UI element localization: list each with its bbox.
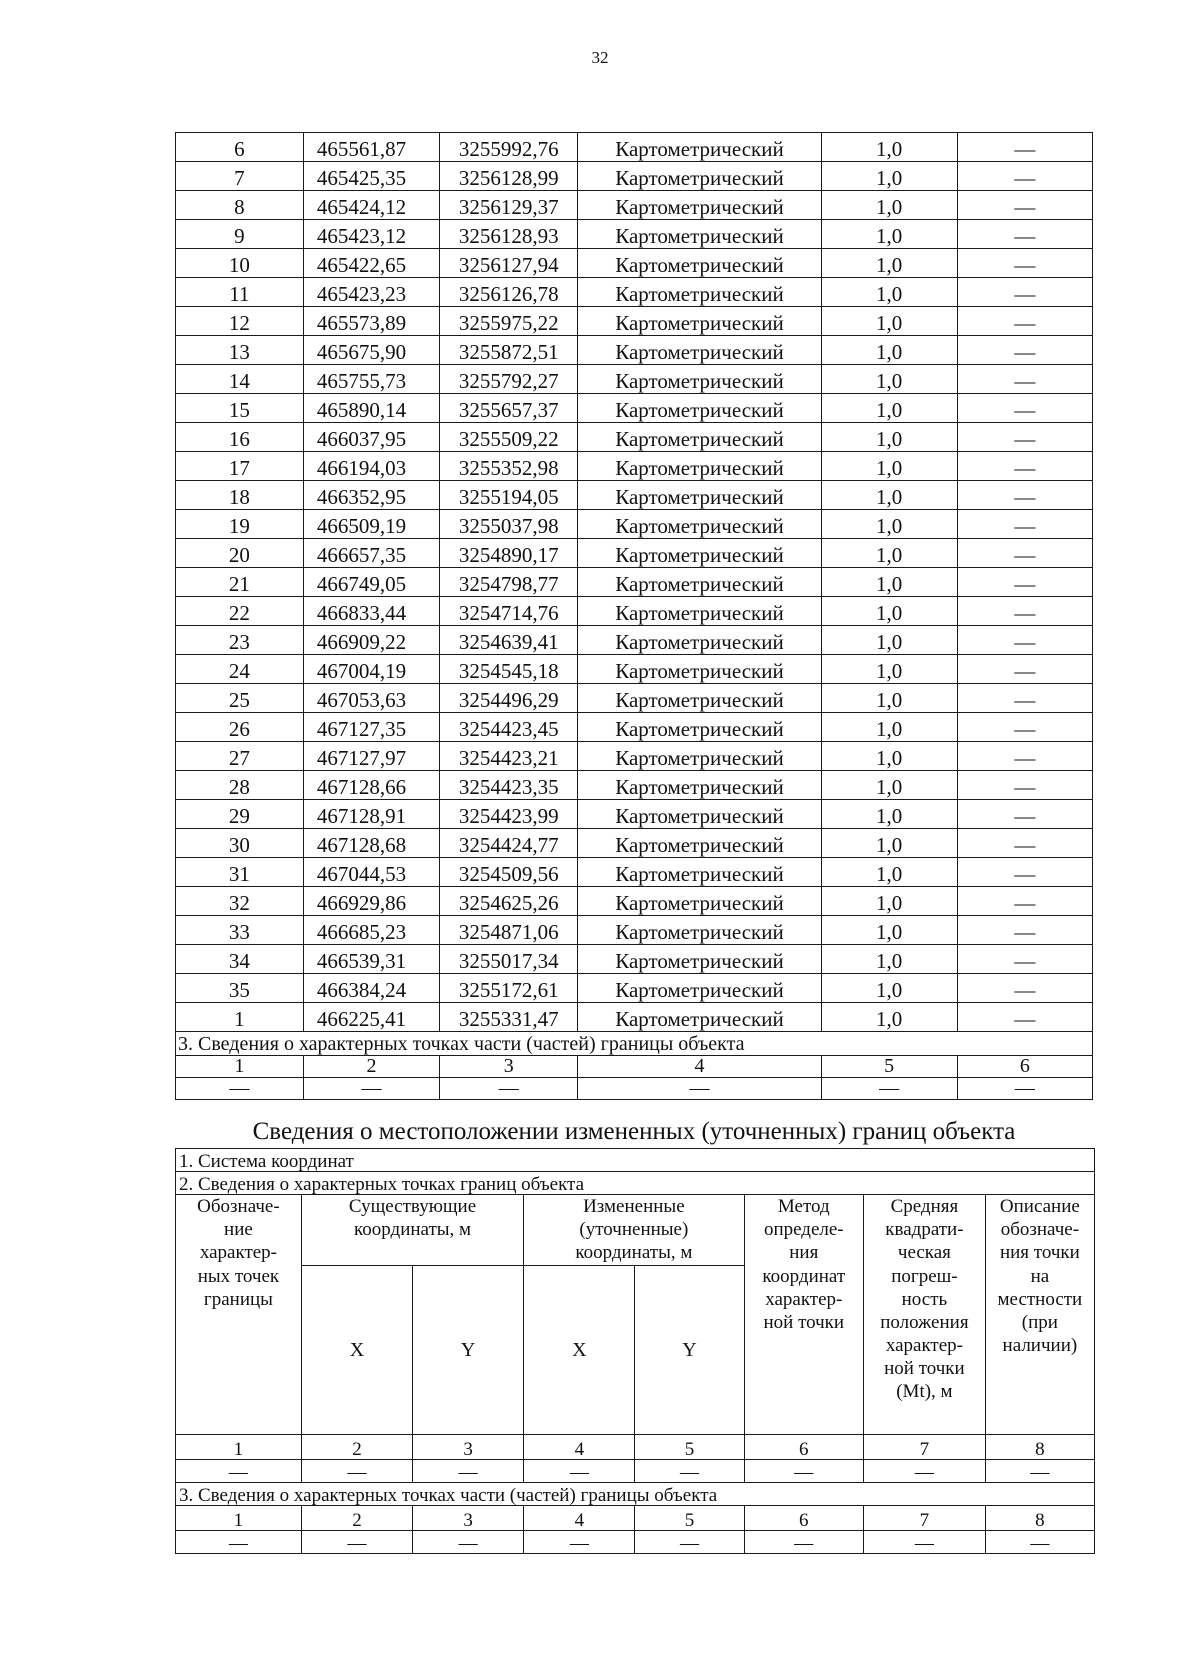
column-index: 7 [864, 1505, 986, 1530]
empty-cell: — [176, 1459, 302, 1482]
coord-y-cell: 3256128,99 [440, 162, 578, 191]
table-row [176, 945, 1093, 974]
accuracy-cell: 1,0 [821, 829, 957, 858]
coord-y-cell: 3255975,22 [440, 307, 578, 336]
table-row [176, 568, 1093, 597]
method-cell: Картометрический [578, 220, 821, 249]
coord-x-cell: 466194,03 [303, 452, 439, 481]
page-number: 32 [591, 48, 609, 67]
boundary-points-table [175, 132, 1093, 1100]
coord-y-cell: 3255509,22 [440, 423, 578, 452]
coord-y-cell: 3255872,51 [440, 336, 578, 365]
description-cell: — [957, 1003, 1092, 1032]
coord-x-cell: 465423,12 [303, 220, 439, 249]
coord-y-cell: 3256127,94 [440, 249, 578, 278]
description-cell: — [957, 220, 1092, 249]
point-number-cell: 10 [176, 249, 304, 278]
accuracy-cell: 1,0 [821, 510, 957, 539]
method-cell: Картометрический [578, 568, 821, 597]
point-number-cell: 9 [176, 220, 304, 249]
coord-y-cell: 3256128,93 [440, 220, 578, 249]
point-number-cell: 30 [176, 829, 304, 858]
empty-cell: — [635, 1530, 744, 1553]
column-index: 7 [864, 1434, 986, 1459]
coord-x-cell: 465890,14 [303, 394, 439, 423]
empty-cell: — [524, 1530, 635, 1553]
part-boundary-section-title: 3. Сведения о характерных точках части (частей) границы объекта [176, 1482, 1095, 1505]
description-cell: — [957, 481, 1092, 510]
method-cell: Картометрический [578, 336, 821, 365]
description-cell: — [957, 249, 1092, 278]
coord-y-cell: 3255331,47 [440, 1003, 578, 1032]
coord-x-cell: 467053,63 [303, 684, 439, 713]
point-number-cell: 25 [176, 684, 304, 713]
description-cell: — [957, 336, 1092, 365]
coord-x-cell: 466909,22 [303, 626, 439, 655]
empty-cell: — [301, 1530, 412, 1553]
method-cell: Картометрический [578, 771, 821, 800]
accuracy-cell: 1,0 [821, 800, 957, 829]
method-cell: Картометрический [578, 394, 821, 423]
description-cell: — [957, 887, 1092, 916]
column-index: 6 [744, 1505, 864, 1530]
table1-section3-cell: — [440, 1078, 578, 1100]
coord-x-cell: 465561,87 [303, 133, 439, 162]
coord-y-cell: 3254424,77 [440, 829, 578, 858]
point-number-cell: 21 [176, 568, 304, 597]
accuracy-cell: 1,0 [821, 684, 957, 713]
method-cell: Картометрический [578, 887, 821, 916]
coord-x-cell: 465422,65 [303, 249, 439, 278]
method-cell: Картометрический [578, 684, 821, 713]
table-row [176, 481, 1093, 510]
coord-x-cell: 466384,24 [303, 974, 439, 1003]
method-cell: Картометрический [578, 916, 821, 945]
column-index: 3 [413, 1505, 524, 1530]
column-index: 1 [176, 1434, 302, 1459]
table-row [176, 336, 1093, 365]
method-cell: Картометрический [578, 278, 821, 307]
coord-y-cell: 3255172,61 [440, 974, 578, 1003]
point-number-cell: 6 [176, 133, 304, 162]
empty-cell: — [985, 1459, 1094, 1482]
coord-y-cell: 3255352,98 [440, 452, 578, 481]
point-number-cell: 8 [176, 191, 304, 220]
empty-cell: — [744, 1459, 864, 1482]
table-row [176, 713, 1093, 742]
coord-x-cell: 466749,05 [303, 568, 439, 597]
accuracy-cell: 1,0 [821, 887, 957, 916]
accuracy-cell: 1,0 [821, 249, 957, 278]
coord-x-cell: 466509,19 [303, 510, 439, 539]
coord-x-cell: 465425,35 [303, 162, 439, 191]
empty-cell: — [301, 1459, 412, 1482]
column-index: 5 [635, 1505, 744, 1530]
coord-y-cell: 3255992,76 [440, 133, 578, 162]
table-row [176, 626, 1093, 655]
table1-section3-cell: — [957, 1078, 1092, 1100]
coord-x-cell: 466225,41 [303, 1003, 439, 1032]
changed-boundaries-table [175, 1148, 1095, 1554]
accuracy-cell: 1,0 [821, 597, 957, 626]
description-cell: — [957, 162, 1092, 191]
table-row [176, 307, 1093, 336]
point-number-cell: 16 [176, 423, 304, 452]
description-cell: — [957, 713, 1092, 742]
method-cell: Картометрический [578, 452, 821, 481]
point-number-cell: 32 [176, 887, 304, 916]
point-number-cell: 22 [176, 597, 304, 626]
table-row [176, 771, 1093, 800]
point-number-cell: 11 [176, 278, 304, 307]
table-row [176, 887, 1093, 916]
point-number-cell: 18 [176, 481, 304, 510]
method-cell: Картометрический [578, 510, 821, 539]
coord-x-cell: 466929,86 [303, 887, 439, 916]
point-number-cell: 35 [176, 974, 304, 1003]
table1-section3-cell: — [303, 1078, 439, 1100]
accuracy-cell: 1,0 [821, 655, 957, 684]
point-number-cell: 7 [176, 162, 304, 191]
coord-y-cell: 3254509,56 [440, 858, 578, 887]
coord-y-cell: 3254545,18 [440, 655, 578, 684]
point-number-cell: 13 [176, 336, 304, 365]
header-mean-square-error: Средняя квадрати- ческая погреш- ность положения характер- ной точки (Mt), м [864, 1195, 986, 1435]
method-cell: Картометрический [578, 191, 821, 220]
coord-x-cell: 467127,97 [303, 742, 439, 771]
accuracy-cell: 1,0 [821, 336, 957, 365]
boundary-points-section-title: 2. Сведения о характерных точках границ объекта [176, 1172, 1095, 1195]
table1-section3-col-1: 1 [176, 1056, 304, 1078]
description-cell: — [957, 278, 1092, 307]
coord-y-cell: 3254714,76 [440, 597, 578, 626]
column-index: 1 [176, 1505, 302, 1530]
description-cell: — [957, 974, 1092, 1003]
coord-x-cell: 465573,89 [303, 307, 439, 336]
table-row [176, 655, 1093, 684]
method-cell: Картометрический [578, 481, 821, 510]
method-cell: Картометрический [578, 945, 821, 974]
accuracy-cell: 1,0 [821, 394, 957, 423]
accuracy-cell: 1,0 [821, 365, 957, 394]
table1-section3-col-3: 3 [440, 1056, 578, 1078]
description-cell: — [957, 423, 1092, 452]
table1-section3-col-6: 6 [957, 1056, 1092, 1078]
table-row [176, 539, 1093, 568]
table-row [176, 452, 1093, 481]
point-number-cell: 27 [176, 742, 304, 771]
coord-x-cell: 466539,31 [303, 945, 439, 974]
coord-x-cell: 466833,44 [303, 597, 439, 626]
coord-y-cell: 3254625,26 [440, 887, 578, 916]
point-number-cell: 15 [176, 394, 304, 423]
method-cell: Картометрический [578, 800, 821, 829]
method-cell: Картометрический [578, 742, 821, 771]
coord-y-cell: 3254890,17 [440, 539, 578, 568]
point-number-cell: 23 [176, 626, 304, 655]
table-row [176, 278, 1093, 307]
accuracy-cell: 1,0 [821, 162, 957, 191]
table-row [176, 742, 1093, 771]
header-existing-coordinates: Существующие координаты, м [301, 1195, 523, 1266]
empty-cell: — [985, 1530, 1094, 1553]
coord-y-cell: 3256126,78 [440, 278, 578, 307]
header-changed-y: Y [635, 1265, 744, 1434]
description-cell: — [957, 539, 1092, 568]
table-row [176, 162, 1093, 191]
description-cell: — [957, 510, 1092, 539]
table-row [176, 1003, 1093, 1032]
method-cell: Картометрический [578, 307, 821, 336]
accuracy-cell: 1,0 [821, 220, 957, 249]
header-method: Метод определе- ния координат характер- ной точки [744, 1195, 864, 1435]
point-number-cell: 24 [176, 655, 304, 684]
method-cell: Картометрический [578, 829, 821, 858]
method-cell: Картометрический [578, 162, 821, 191]
coord-y-cell: 3255792,27 [440, 365, 578, 394]
table-row [176, 394, 1093, 423]
coord-y-cell: 3255657,37 [440, 394, 578, 423]
table-row [176, 510, 1093, 539]
empty-cell: — [744, 1530, 864, 1553]
accuracy-cell: 1,0 [821, 974, 957, 1003]
coord-x-cell: 465675,90 [303, 336, 439, 365]
method-cell: Картометрический [578, 423, 821, 452]
table-row [176, 365, 1093, 394]
description-cell: — [957, 191, 1092, 220]
table1-section3-cell: — [176, 1078, 304, 1100]
coord-y-cell: 3254798,77 [440, 568, 578, 597]
table-row [176, 220, 1093, 249]
description-cell: — [957, 829, 1092, 858]
header-changed-coordinates: Измененные (уточненные) координаты, м [524, 1195, 744, 1266]
coord-x-cell: 466352,95 [303, 481, 439, 510]
header-designation: Обозначе- ние характер- ных точек границы [176, 1195, 302, 1435]
coord-x-cell: 467004,19 [303, 655, 439, 684]
point-number-cell: 31 [176, 858, 304, 887]
empty-cell: — [413, 1459, 524, 1482]
accuracy-cell: 1,0 [821, 191, 957, 220]
accuracy-cell: 1,0 [821, 916, 957, 945]
column-index: 2 [301, 1434, 412, 1459]
point-number-cell: 1 [176, 1003, 304, 1032]
header-existing-y: Y [413, 1265, 524, 1434]
table1-section3-col-4: 4 [578, 1056, 821, 1078]
description-cell: — [957, 307, 1092, 336]
method-cell: Картометрический [578, 1003, 821, 1032]
point-number-cell: 17 [176, 452, 304, 481]
empty-cell: — [635, 1459, 744, 1482]
coord-x-cell: 467127,35 [303, 713, 439, 742]
empty-cell: — [864, 1530, 986, 1553]
description-cell: — [957, 945, 1092, 974]
empty-cell: — [864, 1459, 986, 1482]
description-cell: — [957, 655, 1092, 684]
column-index: 8 [985, 1434, 1094, 1459]
method-cell: Картометрический [578, 655, 821, 684]
table-row [176, 133, 1093, 162]
table-row [176, 423, 1093, 452]
accuracy-cell: 1,0 [821, 133, 957, 162]
coord-x-cell: 465755,73 [303, 365, 439, 394]
coord-x-cell: 467128,68 [303, 829, 439, 858]
method-cell: Картометрический [578, 974, 821, 1003]
table1-section3-col-2: 2 [303, 1056, 439, 1078]
table-row [176, 800, 1093, 829]
accuracy-cell: 1,0 [821, 539, 957, 568]
section-heading: Сведения о местоположении измененных (уточненных) границ объекта [252, 1118, 1016, 1145]
table-row [176, 597, 1093, 626]
coord-y-cell: 3255194,05 [440, 481, 578, 510]
column-index: 4 [524, 1505, 635, 1530]
coord-x-cell: 466685,23 [303, 916, 439, 945]
table1-section3-cell: — [578, 1078, 821, 1100]
method-cell: Картометрический [578, 539, 821, 568]
coord-x-cell: 467128,91 [303, 800, 439, 829]
accuracy-cell: 1,0 [821, 1003, 957, 1032]
accuracy-cell: 1,0 [821, 278, 957, 307]
point-number-cell: 12 [176, 307, 304, 336]
table1-section3-col-5: 5 [821, 1056, 957, 1078]
description-cell: — [957, 452, 1092, 481]
accuracy-cell: 1,0 [821, 771, 957, 800]
coord-y-cell: 3255037,98 [440, 510, 578, 539]
point-number-cell: 26 [176, 713, 304, 742]
empty-cell: — [524, 1459, 635, 1482]
point-number-cell: 14 [176, 365, 304, 394]
column-index: 4 [524, 1434, 635, 1459]
table-row [176, 916, 1093, 945]
description-cell: — [957, 742, 1092, 771]
description-cell: — [957, 626, 1092, 655]
column-index: 8 [985, 1505, 1094, 1530]
method-cell: Картометрический [578, 365, 821, 394]
coord-y-cell: 3254423,99 [440, 800, 578, 829]
method-cell: Картометрический [578, 249, 821, 278]
point-number-cell: 33 [176, 916, 304, 945]
header-point-description: Описание обозначе- ния точки на местности (при наличии) [985, 1195, 1094, 1435]
coord-x-cell: 466037,95 [303, 423, 439, 452]
header-existing-x: X [301, 1265, 412, 1434]
description-cell: — [957, 800, 1092, 829]
column-index: 5 [635, 1434, 744, 1459]
column-index: 6 [744, 1434, 864, 1459]
table1-section3-cell: — [821, 1078, 957, 1100]
description-cell: — [957, 394, 1092, 423]
method-cell: Картометрический [578, 133, 821, 162]
accuracy-cell: 1,0 [821, 945, 957, 974]
empty-cell: — [176, 1530, 302, 1553]
description-cell: — [957, 133, 1092, 162]
point-number-cell: 28 [176, 771, 304, 800]
coord-y-cell: 3254496,29 [440, 684, 578, 713]
table-row [176, 684, 1093, 713]
table-row [176, 829, 1093, 858]
description-cell: — [957, 684, 1092, 713]
accuracy-cell: 1,0 [821, 452, 957, 481]
empty-cell: — [413, 1530, 524, 1553]
accuracy-cell: 1,0 [821, 423, 957, 452]
method-cell: Картометрический [578, 597, 821, 626]
description-cell: — [957, 771, 1092, 800]
table-row [176, 974, 1093, 1003]
accuracy-cell: 1,0 [821, 713, 957, 742]
coord-y-cell: 3255017,34 [440, 945, 578, 974]
coord-x-cell: 465423,23 [303, 278, 439, 307]
coord-y-cell: 3254423,45 [440, 713, 578, 742]
coord-x-cell: 467128,66 [303, 771, 439, 800]
point-number-cell: 19 [176, 510, 304, 539]
table-row [176, 858, 1093, 887]
method-cell: Картометрический [578, 626, 821, 655]
coord-y-cell: 3254423,21 [440, 742, 578, 771]
accuracy-cell: 1,0 [821, 568, 957, 597]
coord-y-cell: 3254639,41 [440, 626, 578, 655]
column-index: 2 [301, 1505, 412, 1530]
coordinate-system-title: 1. Система координат [176, 1149, 1095, 1172]
table-row [176, 249, 1093, 278]
description-cell: — [957, 597, 1092, 626]
accuracy-cell: 1,0 [821, 858, 957, 887]
accuracy-cell: 1,0 [821, 626, 957, 655]
coord-x-cell: 467044,53 [303, 858, 439, 887]
description-cell: — [957, 916, 1092, 945]
coord-x-cell: 466657,35 [303, 539, 439, 568]
table1-section3-title: 3. Сведения о характерных точках части (частей) границы объекта [176, 1032, 1093, 1056]
coord-y-cell: 3254423,35 [440, 771, 578, 800]
header-changed-x: X [524, 1265, 635, 1434]
column-index: 3 [413, 1434, 524, 1459]
point-number-cell: 34 [176, 945, 304, 974]
point-number-cell: 20 [176, 539, 304, 568]
description-cell: — [957, 365, 1092, 394]
accuracy-cell: 1,0 [821, 307, 957, 336]
table-row [176, 191, 1093, 220]
point-number-cell: 29 [176, 800, 304, 829]
coord-y-cell: 3256129,37 [440, 191, 578, 220]
coord-x-cell: 465424,12 [303, 191, 439, 220]
accuracy-cell: 1,0 [821, 742, 957, 771]
method-cell: Картометрический [578, 858, 821, 887]
description-cell: — [957, 568, 1092, 597]
description-cell: — [957, 858, 1092, 887]
accuracy-cell: 1,0 [821, 481, 957, 510]
coord-y-cell: 3254871,06 [440, 916, 578, 945]
method-cell: Картометрический [578, 713, 821, 742]
